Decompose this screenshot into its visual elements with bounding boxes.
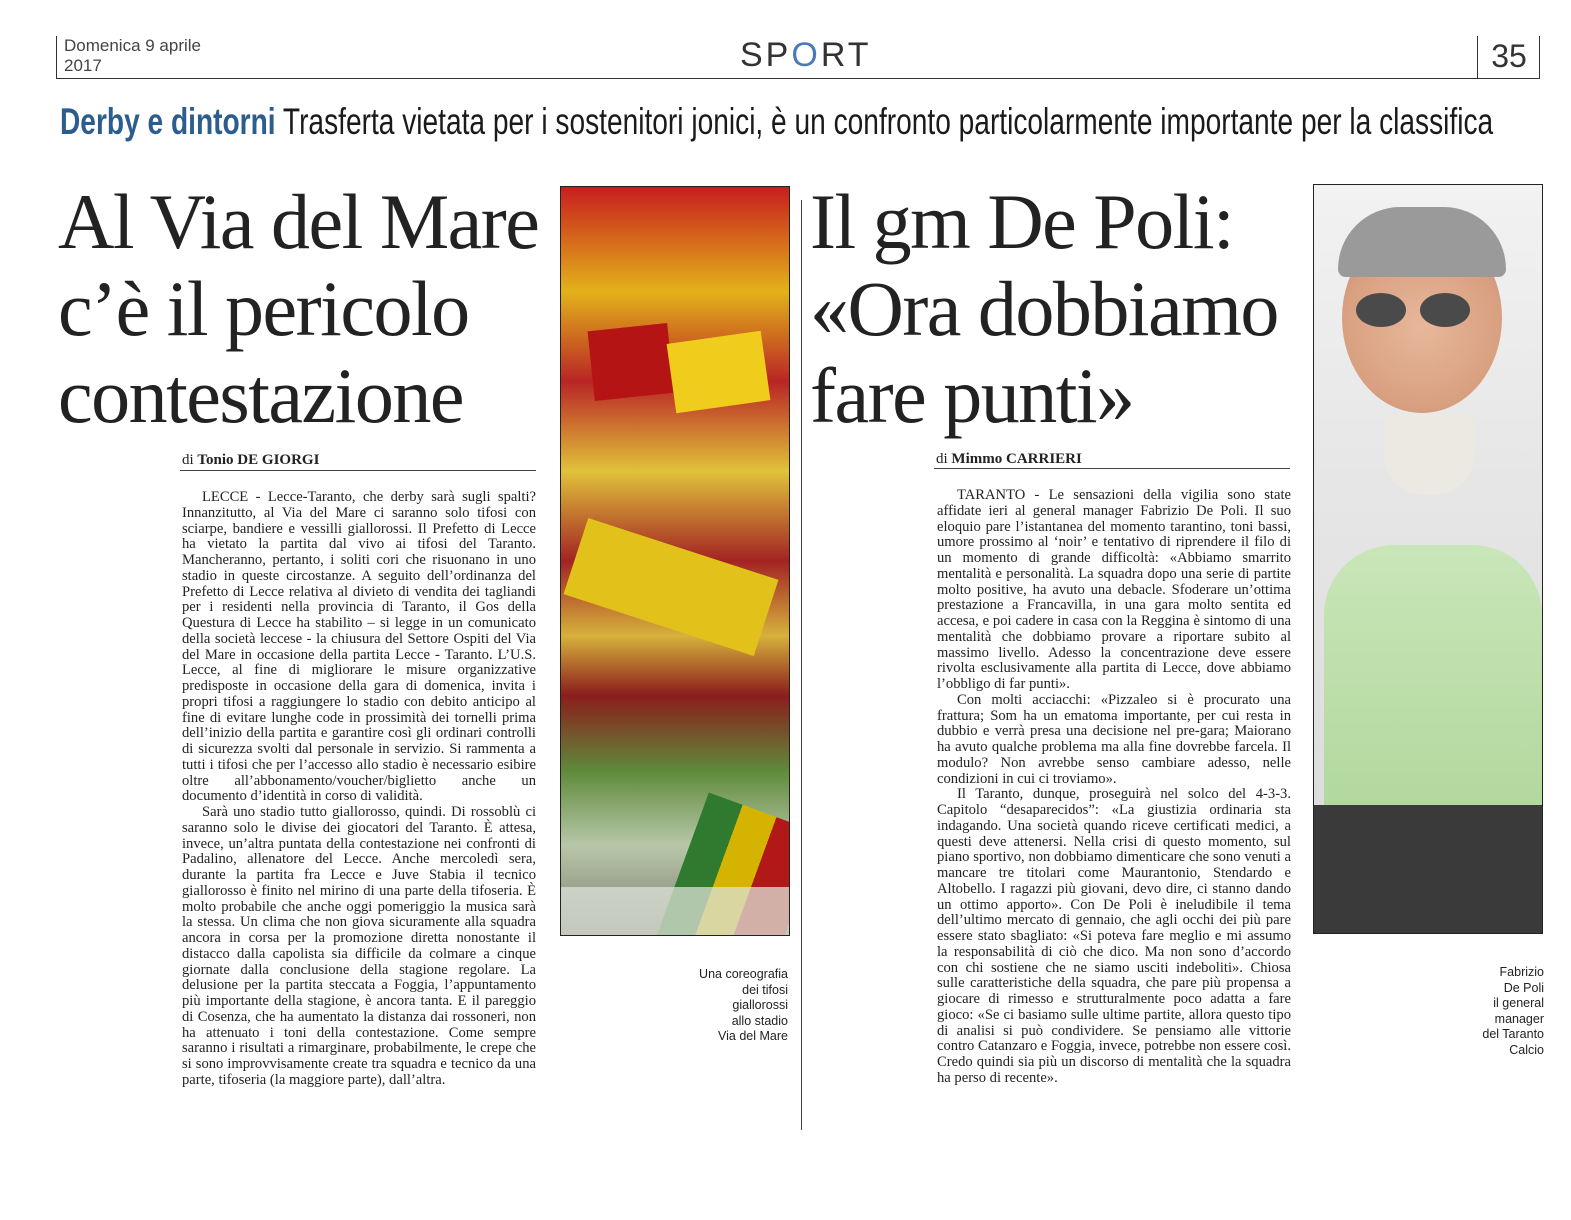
photo-flag-shape <box>564 518 779 656</box>
header-left-rule <box>56 36 57 78</box>
left-byline-author: Tonio DE GIORGI <box>197 452 320 468</box>
caption-line: del Taranto <box>1482 1027 1544 1041</box>
right-headline <box>810 178 1310 439</box>
section-title <box>740 36 872 75</box>
caption-line: De Poli <box>1503 980 1544 995</box>
section-title-post: RT <box>820 36 872 74</box>
right-article-paragraph: TARANTO - Le sensazioni della vigilia sono state affidate ieri al general manager Fabrizio De Poli. Il suo eloquio pare l’istantanea del momento tarantino, toni bassi, umore prossimo al ‘noir’ e tentativo di riprendere il filo di un momento di grande difficoltà: «Abbiamo smarrito mentalità e personalità. La squadra dopo una serie di partite molto positive, ha avuto una debacle. Sfoderare un’ottima prestazione a Francavilla, in una gara molto sentita ed accesa, e poi cadere in casa con la Reggina è sintomo di una mentalità che dobbiamo provare a riportare subito al massimo livello. Adesso la concentrazione deve essere rivolta esclusivamente alla partita di Lecce, dove abbiamo l’obbligo di far punti». <box>937 488 1291 692</box>
caption-line: Via del Mare <box>718 1029 788 1043</box>
left-byline <box>182 452 319 469</box>
kicker <box>60 100 1494 144</box>
portrait-glasses-shape <box>1356 293 1406 327</box>
right-article-paragraph: Il Taranto, dunque, proseguirà nel solco del 4-3-3. Capitolo “desaparecidos”: «La giustizia ordinaria sta indagando. Una società quando riceve certificati medici, a questi deve attenersi. Nella crisi di questo momento, sul piano sportivo, non dobbiamo dimenticare che sono venuti a mancare tre titolari come Maurantonio, Stendardo e Altobello. I ragazzi più giovani, devo dire, ci stanno dando un ottimo apporto». Con De Poli è ineludibile il tema dell’ultimo mercato di gennaio, che agli occhi dei più pare essere stato sbagliato: «Si poteva fare meglio e mi assumo la responsabilità di ciò che dico. Ma non sono d’accordo con chi sostiene che ne siamo usciti indeboliti». Chiosa sulle caratteristiche della squadra, che pare più propensa a giocare di rimesso e strutturalmente poco adatta a fare gioco: «Se ci basiamo sulle ultime partite, allora questo tipo di analisi si può condividere. Se pensiamo alle vittorie contro Catanzaro e Foggia, invece, potrebbe non essere così. Credo quindi sia più un discorso di mentalità che la squadra ha perso di recente». <box>937 786 1291 1086</box>
right-byline <box>936 451 1082 468</box>
right-article-body <box>937 488 1291 1188</box>
right-byline-author: Mimmo CARRIERI <box>951 451 1082 467</box>
portrait-glasses-shape <box>1420 293 1470 327</box>
caption-line: dei tifosi <box>742 982 788 997</box>
left-photo-caption <box>684 967 788 1045</box>
left-headline-line: contestazione <box>58 352 463 439</box>
portrait-photo <box>1313 184 1543 934</box>
left-headline-line: c’è il pericolo <box>58 265 469 352</box>
section-title-q: O <box>791 36 821 74</box>
column-divider <box>801 200 802 1130</box>
right-headline-line: Il gm De Poli: <box>810 178 1234 265</box>
left-article-body <box>182 490 536 1180</box>
left-article-paragraph: Sarà uno stadio tutto giallorosso, quindi. Di rossoblù ci saranno solo le divise dei giocatori del Taranto. È attesa, invece, un’altra puntata della contestazione nei confronti di Padalino, allenatore del Lecce. Anche mercoledì sera, durante la partita fra Lecce e Juve Stabia il tecnico giallorosso è finito nel mirino di una parte della tifoseria. È molto probabile che anche oggi pomeriggio la musica sarà la stessa. Un clima che non giova sicuramente alla squadra ancora in corsa per la promozione diretta nonostante il distacco dalla capolista sia difficile da colmare a cinque giornate dalla conclusione della stagione regolare. La delusione per la partita steccata a Foggia, l’appuntamento più importante della stagione, è ancora tanta. E il pareggio di Cosenza, che ha aumentato la distanza dai rossoneri, non ha attenuato i toni della contestazione. Come sempre saranno i risultati a rimarginare, probabilmente, le crepe che si sono improvvisamente create tra squadra e tecnico da una parte, tifoseria (la maggiore parte), dall’altra. <box>182 804 536 1088</box>
right-byline-rule <box>934 468 1290 469</box>
left-byline-prefix: di <box>182 452 194 468</box>
issue-date-line2: 2017 <box>64 56 102 75</box>
caption-line: giallorossi <box>732 998 788 1012</box>
portrait-collar-shape <box>1384 415 1474 495</box>
right-headline-line: «Ora dobbiamo <box>810 265 1278 352</box>
caption-line: Calcio <box>1509 1042 1544 1057</box>
left-article-paragraph: LECCE - Lecce-Taranto, che derby sarà sugli spalti? Innanzitutto, al Via del Mare ci saranno solo tifosi con sciarpe, bandiere e vessilli giallorossi. Il Prefetto di Lecce ha vietato la partita dal vivo ai tifosi del Taranto. Mancheranno, pertanto, i soliti cori che risuonano in uno stadio in queste circostanze. A seguito dell’ordinanza del Prefetto di Lecce relativa al divieto di vendita dei tagliandi per i residenti nella provincia di Taranto, il Gos della Questura di Lecce ha stabilito – si legge in un comunicato della società leccese - la chiusura del Settore Ospiti del Via del Mare in occasione della partita Lecce - Taranto. L’U.S. Lecce, al fine di migliorare le misure organizzative predisposte in occasione della gara di domenica, invita i propri tifosi a raggiungere lo stadio con debito anticipo al fine di evitare lunghe code in prossimità dei tornelli prima dell’inizio della partita e garantire così gli ordinari controlli di sicurezza svolti dal personale in servizio. Si rammenta a tutti i tifosi che per l’accesso allo stadio è necessario esibire oltre all’abbonamento/voucher/biglietto anche un documento d’identità in corso di validità. <box>182 490 536 805</box>
right-article-paragraph: Con molti acciacchi: «Pizzaleo si è procurato una frattura; Som ha un ematoma importante, per cui resta in dubbio e verrà presa una decisione nel pre-gara; Maiorano ha avuto qualche problema ma alla fine dovrebbe farcela. Il modulo? Non avrebbe senso cambiare adesso, nelle condizioni in cui ci troviamo». <box>937 691 1291 787</box>
portrait-trousers-shape <box>1314 805 1542 933</box>
right-byline-prefix: di <box>936 451 948 467</box>
right-headline-line: fare punti» <box>810 352 1134 439</box>
issue-date <box>64 36 201 76</box>
photo-smoke-shape <box>561 887 789 936</box>
caption-line: Fabrizio <box>1499 965 1544 979</box>
caption-line: manager <box>1494 1011 1544 1026</box>
caption-line: Una coreografia <box>699 967 788 981</box>
photo-banner-shape <box>667 331 771 414</box>
caption-line: allo stadio <box>731 1013 788 1028</box>
page-number: 35 <box>1491 38 1527 74</box>
photo-banner-shape <box>588 323 675 401</box>
left-headline-line: Al Via del Mare <box>58 178 539 265</box>
kicker-label: Derby e dintorni <box>60 101 276 142</box>
stadium-fans-photo <box>560 186 790 936</box>
left-byline-rule <box>180 470 536 471</box>
caption-line: il general <box>1493 996 1544 1010</box>
issue-date-line1: Domenica 9 aprile <box>64 36 202 55</box>
section-title-pre: SP <box>740 36 792 74</box>
kicker-text: Trasferta vietata per i sostenitori jonici, è un confronto particolarmente importante per la classifica <box>282 101 1494 142</box>
page-number-rule <box>1477 36 1478 78</box>
portrait-hair-shape <box>1338 207 1506 277</box>
right-photo-caption <box>1460 965 1544 1058</box>
header-rule <box>56 78 1540 79</box>
page-number-rule-right <box>1539 36 1540 78</box>
left-headline <box>58 178 558 439</box>
